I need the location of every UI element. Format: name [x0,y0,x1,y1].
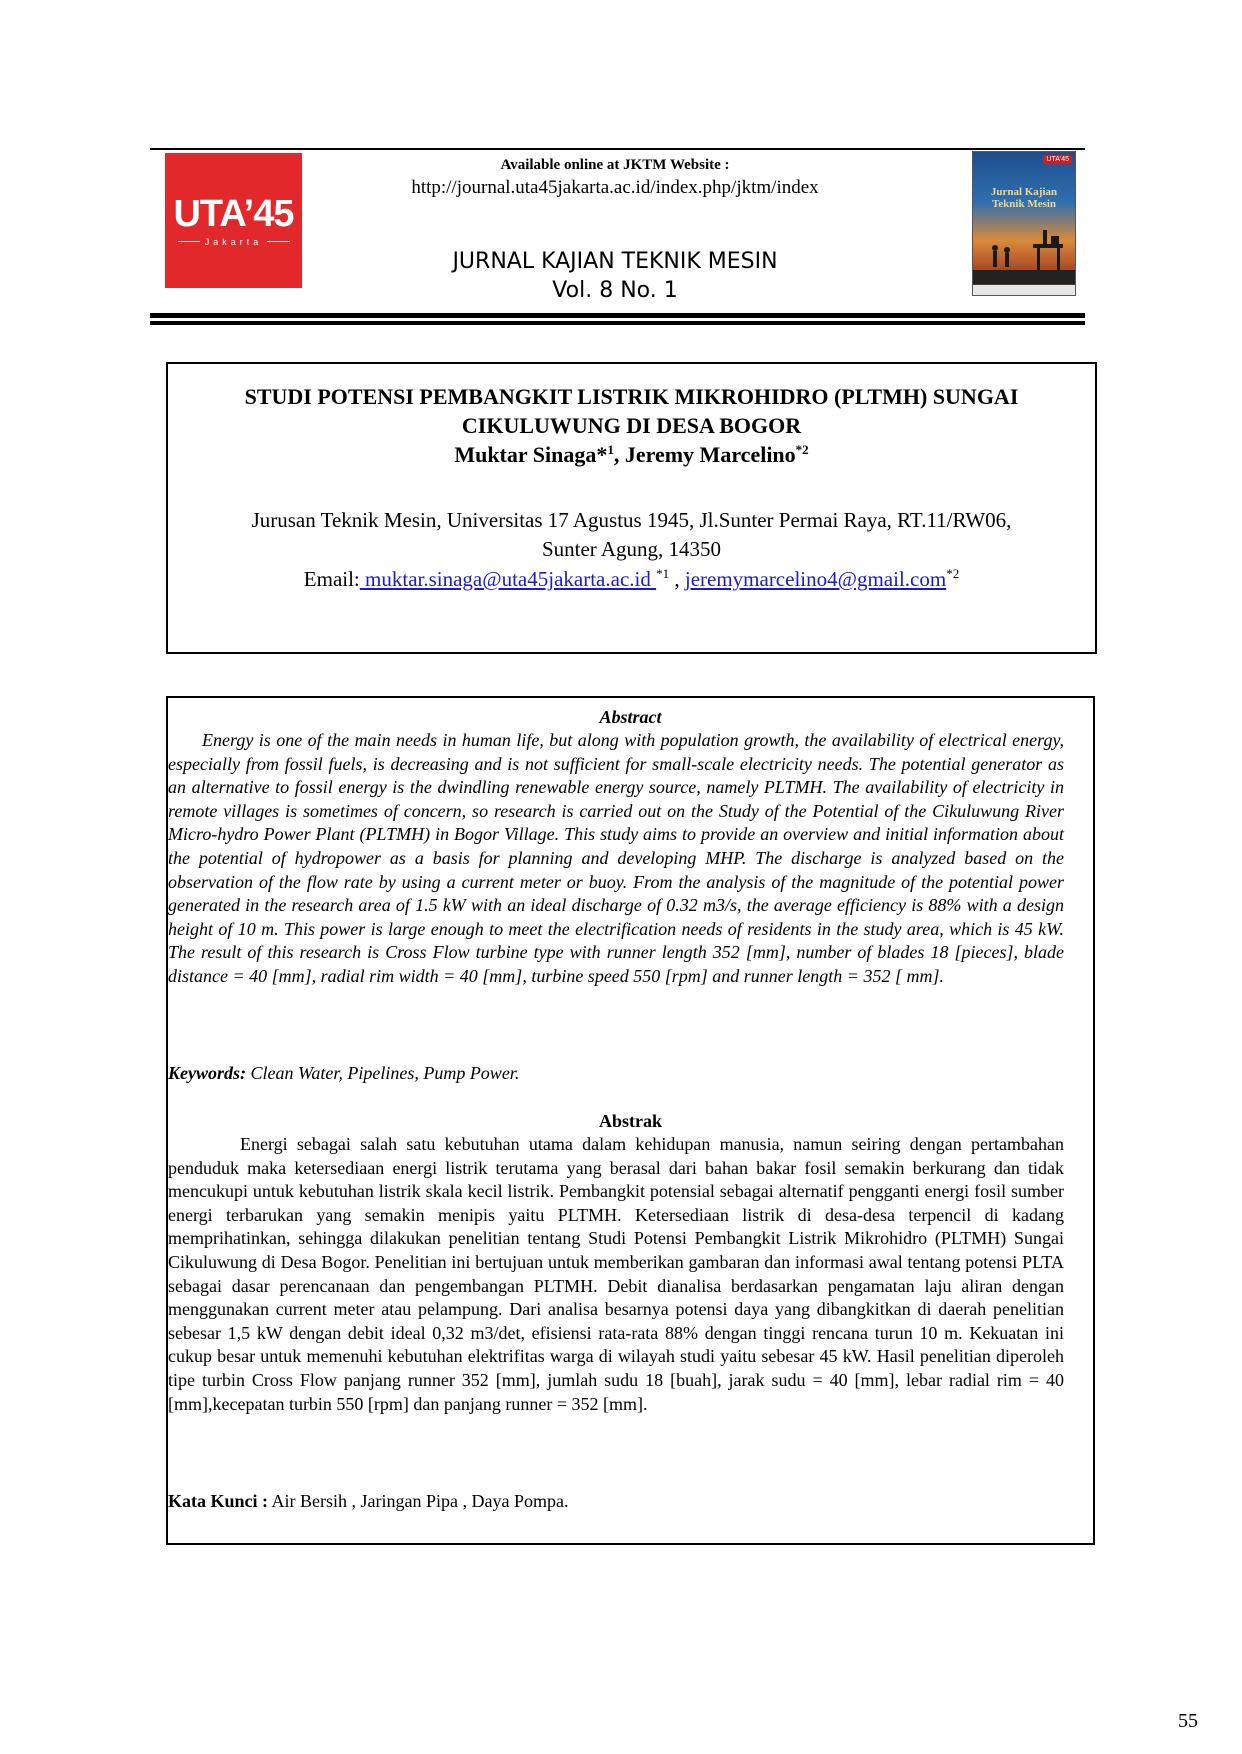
kata-kunci [168,1491,568,1512]
abstrak-heading: Abstrak [598,1111,662,1131]
journal-cover-image [972,151,1076,296]
abstrak-text: Energi sebagai salah satu kebutuhan utama dalam kehidupan manusia, namun seiring dengan pertambahan penduduk maka ketersediaan energi listrik terutama yang berasal dari bahan bakar fosil semakin berkurang dan tidak mencukupi untuk kebutuhan listrik skala kecil listrik. Pembangkit potensial sebagai alternatif pengganti energi fosil sumber energi terbarukan yang semakin menipis yaitu PLTMH. Ketersediaan listrik di desa-desa terpencil di kadang memprihatinkan, sehingga dilakukan penelitian tentang Studi Potensi Pembangkit Listrik Mikrohidro (PLTMH) Sungai Cikuluwung di Desa Bogor. Penelitian ini bertujuan untuk memberikan gambaran dan informasi awal tentang potensi PLTA sebagai dasar perencanaan dan pengembangan PLTMH. Debit dianalisa berdasarkan pengamatan laju aliran dengan menggunakan current meter atau pelampung. Dari analisa besarnya potensi daya yang dibangkitkan di daerah penelitian sebesar 1,5 kW dengan debit ideal 0,32 m3/det, efisiensi rata-rata 88% dengan tinggi rencana turun 10 m. Kekuatan ini cukup besar untuk memenuhi kebutuhan elektrifitas warga di wilayah studi yaitu sebesar 45 kW. Hasil penelitian diperoleh tipe turbin Cross Flow panjang runner 352 [mm], jumlah sudu 18 [buah], jarak sudu = 40 [mm], lebar radial rim = 40 [mm],kecepatan turbin 550 [rpm] dan panjang runner = 352 [mm]. [168,1134,1064,1414]
keywords-label: Keywords: [168,1063,246,1083]
affiliation: Jurusan Teknik Mesin, Universitas 17 Agustus 1945, Jl.Sunter Permai Raya, RT.11/RW06, Sunter Agung, 14350 [251,508,1012,561]
email-label: Email: [303,567,360,591]
journal-volume: Vol. 8 No. 1 [552,278,678,303]
article-title: STUDI POTENSI PEMBANGKIT LISTRIK MIKROHIDRO (PLTMH) SUNGAI CIKULUWUNG DI DESA BOGOR [244,384,1019,438]
header-bottom-rule [150,313,1085,318]
email-link-2[interactable]: jeremymarcelino4@gmail.com [684,567,947,591]
journal-url[interactable]: http://journal.uta45jakarta.ac.id/index.php/jktm/index [411,177,819,198]
title-box [166,362,1097,654]
author-name: Jeremy Marcelino [624,442,796,467]
kata-kunci-value: Air Bersih , Jaringan Pipa , Daya Pompa. [268,1491,569,1511]
email-line: Email: muktar.sinaga@uta45jakarta.ac.id $^{*1}$ , jeremymarcelino4@gmail.com$^{*2}$ [303,566,960,591]
author-list: Muktar Sinaga*$^1$, Jeremy Marcelino$^{*2}$ [454,442,809,467]
cover-illustration [973,152,1075,295]
email-link-1[interactable]: muktar.sinaga@uta45jakarta.ac.id [359,567,657,591]
cover-badge: UTA'45 [1043,155,1072,164]
abstract-box [166,696,1095,1545]
abstract-heading: Abstract [599,707,662,727]
keywords [168,1063,519,1084]
logo-text: UTA’45 [173,192,294,235]
university-logo [165,153,302,288]
header-top-rule [150,148,1085,150]
page-number: 55 [1178,1710,1198,1732]
author-name: Muktar Sinaga* [454,442,608,467]
journal-name: JURNAL KAJIAN TEKNIK MESIN [452,249,778,274]
logo-subtext: Jakarta [204,236,263,247]
abstract-text: Energy is one of the main needs in human life, but along with population growth, the availability of electrical energy, especially from fossil fuels, is decreasing and is not sufficient for small-scale electricity needs. The potential generator as an alternative to fossil energy is the dwindling renewable energy source, namely PLTMH. The availability of electricity in remote villages is sometimes of concern, so research is carried out on the Study of the Potential of the Cikuluwung River Micro-hydro Power Plant (PLTMH) in Bogor Village. This study aims to provide an overview and initial information about the potential of hydropower as a basis for planning and developing MHP. The discharge is analyzed based on the observation of the flow rate by using a current meter or buoy. From the analysis of the magnitude of the potential power generated in the research area of 1.5 kW with an ideal discharge of 0.32 m3/s, the average efficiency is 88% with a design height of 10 m. This power is large enough to meet the electrification needs of residents in the study area, which is 45 kW. The result of this research is Cross Flow turbine type with runner length 352 [mm], number of blades 18 [pieces], blade distance = 40 [mm], radial rim width = 40 [mm], turbine speed 550 [rpm] and runner length = 352 [ mm]. [168,730,1064,986]
available-online-label: Available online at JKTM Website : [500,157,730,173]
keywords-value: Clean Water, Pipelines, Pump Power. [246,1063,520,1083]
header-bottom-rule-thin [150,321,1085,325]
kata-kunci-label: Kata Kunci : [168,1491,269,1511]
cover-title: Jurnal Kajian Teknik Mesin [990,186,1058,210]
